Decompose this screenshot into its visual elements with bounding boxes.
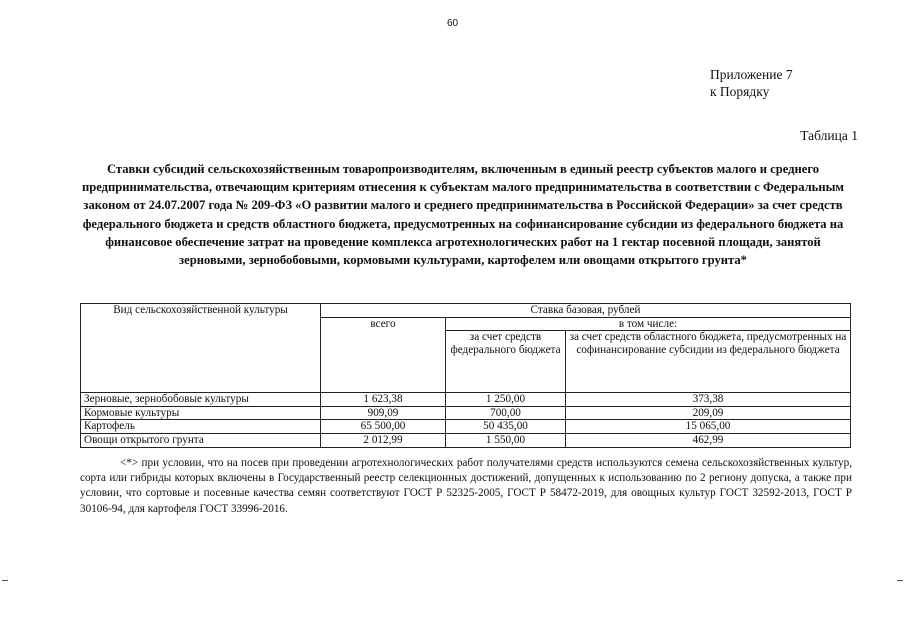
- header-rate: Ставка базовая, рублей: [321, 304, 851, 318]
- table-row: [81, 433, 851, 447]
- document-title: Ставки субсидий сельскохозяйственным товаропроизводителям, включенным в единый реестр субъектов малого и среднего предпринимательства, отвечающим критериям отнесения к субъектам малого предпринимательства в соответствии с Федеральным законом от 24.07.2007 года № 209-ФЗ «О развитии малого и среднего предпринимательства в Российской Федерации» за счет средств федерального бюджета и средств областного бюджета, предусмотренных на софинансирование субсидии из федерального бюджета на финансовое обеспечение затрат на проведение комплекса агротехнологических работ на 1 гектар посевной площади, занятой зерновыми, зернобобовыми, кормовыми культурами, картофелем или овощами открытого грунта*: [81, 162, 844, 268]
- cell-culture: Картофель: [81, 420, 321, 434]
- table-header-row: [81, 304, 851, 318]
- table-row: [81, 393, 851, 407]
- appendix-line-2: к Порядку: [710, 84, 770, 99]
- cell-total: 65 500,00: [321, 420, 446, 434]
- scan-edge-mark-left: [2, 580, 8, 581]
- cell-regional: 209,09: [566, 406, 851, 420]
- table-label: Таблица 1: [800, 128, 858, 143]
- cell-federal: 1 550,00: [446, 433, 566, 447]
- cell-regional: 462,99: [566, 433, 851, 447]
- cell-regional: 15 065,00: [566, 420, 851, 434]
- footnote: <*> при условии, что на посев при проведении агротехнологических работ получателями средств используются семена сельскохозяйственных культур, сорта или гибриды которых включены в Государственный реестр селекционных достижений, допущенных к использованию по 2 региону допуска, а также при условии, что сортовые и посевные качества семян соответствуют ГОСТ Р 52325-2005, ГОСТ Р 58472-2019, для овощных культур ГОСТ 32592-2013, ГОСТ Р 30106-94, для картофеля ГОСТ 33996-2016.: [80, 457, 852, 515]
- cell-total: 1 623,38: [321, 393, 446, 407]
- appendix-heading: [710, 66, 793, 100]
- cell-culture: Овощи открытого грунта: [81, 433, 321, 447]
- appendix-line-1: Приложение 7: [710, 67, 793, 82]
- cell-culture: Кормовые культуры: [81, 406, 321, 420]
- scan-edge-mark-right: [897, 580, 903, 581]
- cell-total: 909,09: [321, 406, 446, 420]
- table-row: [81, 420, 851, 434]
- page-number: 60: [446, 18, 459, 29]
- cell-federal: 700,00: [446, 406, 566, 420]
- header-regional: за счет средств областного бюджета, предусмотренных на софинансирование субсидии из федерального бюджета: [566, 331, 851, 393]
- header-total: всего: [321, 317, 446, 393]
- header-federal: за счет средств федерального бюджета: [446, 331, 566, 393]
- cell-federal: 1 250,00: [446, 393, 566, 407]
- cell-federal: 50 435,00: [446, 420, 566, 434]
- cell-regional: 373,38: [566, 393, 851, 407]
- subsidy-rates-table: [80, 303, 851, 448]
- table-row: [81, 406, 851, 420]
- cell-total: 2 012,99: [321, 433, 446, 447]
- header-culture: Вид сельскохозяйственной культуры: [81, 304, 321, 393]
- header-including: в том числе:: [446, 317, 851, 331]
- cell-culture: Зерновые, зернобобовые культуры: [81, 393, 321, 407]
